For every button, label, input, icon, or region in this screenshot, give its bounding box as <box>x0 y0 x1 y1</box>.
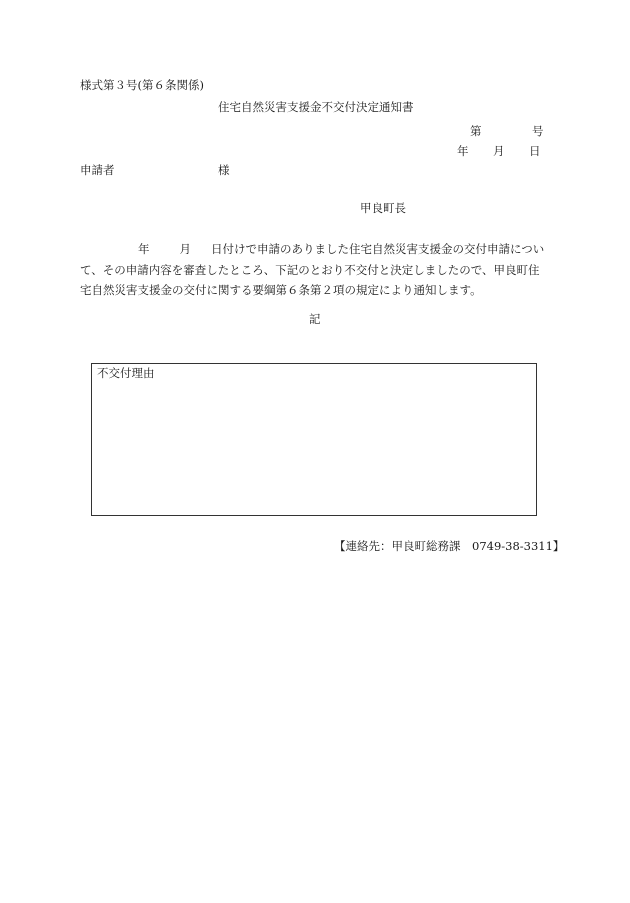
document-title: 住宅自然災害支援金不交付決定通知書 <box>218 100 414 114</box>
body-year-label: 年 <box>138 242 150 256</box>
date-month-label: 月 <box>493 144 505 158</box>
document-number-row <box>470 126 544 138</box>
body-month-label: 月 <box>179 242 191 256</box>
date-year-label: 年 <box>457 144 469 158</box>
body-line-1-text: 日付けで申請のありました住宅自然災害支援金の交付申請につい <box>211 242 545 256</box>
contact-info: 【連絡先：甲良町総務課 0749-38-3311】 <box>334 539 565 553</box>
form-number: 様式第３号(第６条関係) <box>80 78 204 92</box>
body-line-1 <box>80 239 550 260</box>
date-row <box>457 146 541 158</box>
notice-body <box>80 239 550 301</box>
reason-label: 不交付理由 <box>97 366 155 380</box>
body-line-3: 宅自然災害支援金の交付に関する要綱第６条第２項の規定により通知します。 <box>80 283 482 297</box>
applicant-honorific: 様 <box>218 163 230 177</box>
number-label-go: 号 <box>532 124 544 138</box>
issuer-name: 甲良町長 <box>360 201 406 215</box>
ki-heading: 記 <box>309 312 321 326</box>
date-day-label: 日 <box>529 144 541 158</box>
number-label-dai: 第 <box>470 124 482 138</box>
body-line-2: て、その申請内容を審査したところ、下記のとおり不交付と決定しましたので、甲良町住 <box>80 262 540 277</box>
reason-box <box>91 363 537 516</box>
applicant-label: 申請者 <box>80 163 115 177</box>
